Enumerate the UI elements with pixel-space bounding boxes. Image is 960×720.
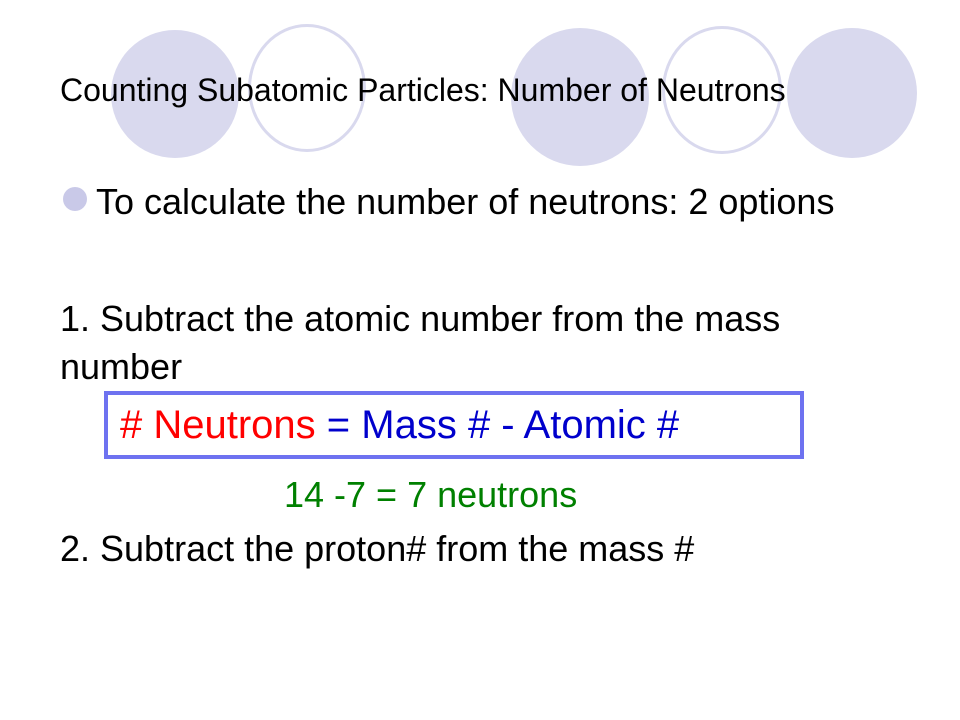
step-two-text: 2. Subtract the proton# from the mass # — [60, 528, 695, 569]
decorative-circle — [787, 28, 917, 158]
slide-title: Counting Subatomic Particles: Number of Neutrons — [60, 72, 786, 108]
formula-box — [104, 391, 804, 459]
bullet-text: To calculate the number of neutrons: 2 options — [96, 181, 835, 222]
example-calculation: 14 -7 = 7 neutrons — [284, 474, 578, 515]
formula-neutrons-label: # Neutrons — [120, 403, 316, 447]
formula-expression: = Mass # - Atomic # — [326, 403, 680, 447]
step-one-text: 1. Subtract the atomic number from the mass number — [60, 298, 781, 387]
bullet-icon — [63, 187, 87, 211]
